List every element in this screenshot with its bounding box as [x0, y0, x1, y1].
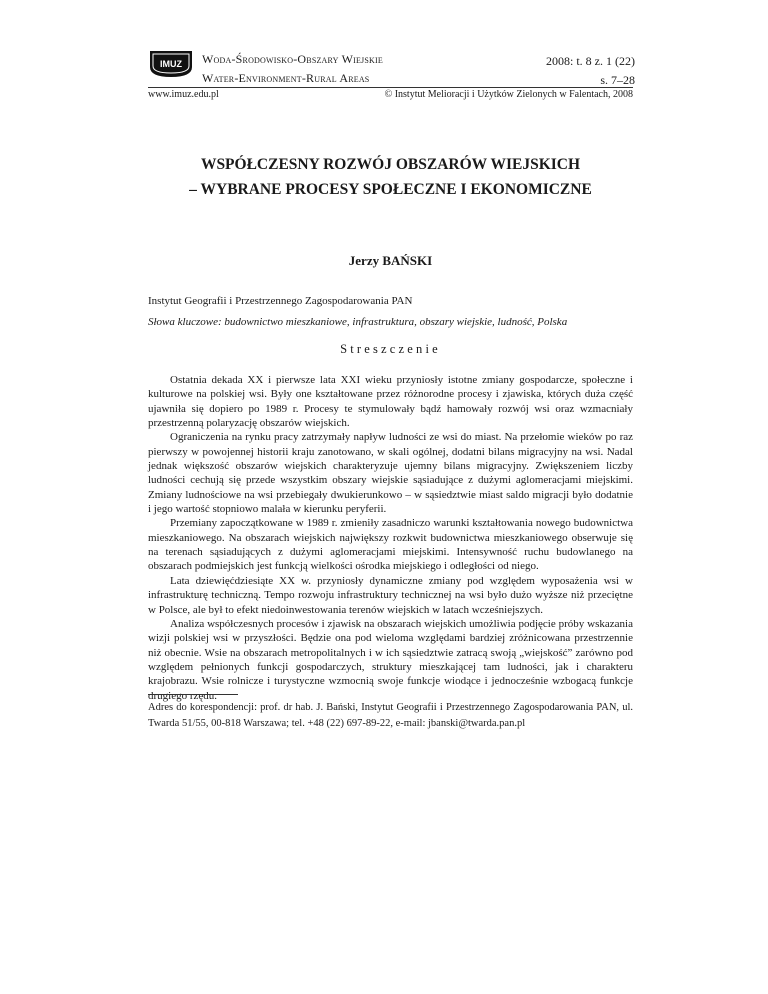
journal-title-en: Water-Environment-Rural Areas — [202, 71, 370, 85]
abstract-paragraph: Ograniczenia na rynku pracy zatrzymały napływ ludności ze wsi do miast. Na przełomie wieków po raz pierwszy w powojennej historii kraju zanotowano, w skali ogólnej, dodatni bilans migracyjny na wsi. Nadal jednak większość obszarów wiejskich charakteryzuje ujemny bilans migracyjny. Zwiększeniem liczby ludności cechują się przede wszystkim obszary wiejskie sąsiadujące z dużymi aglomeracjami miejskimi. Zmiany ludnościowe na wsi przebiegały dwukierunkowo – w sąsiedztwie miast saldo migracji było dodatnie i jego wartość stopniowo malała w kierunku peryferii. — [148, 431, 633, 516]
issue-number: 2008: t. 8 z. 1 (22) — [546, 54, 635, 68]
author-name: Jerzy BAŃSKI — [348, 253, 433, 268]
author-affiliation: Instytut Geografii i Przestrzennego Zagospodarowania PAN — [148, 295, 413, 307]
journal-title — [202, 52, 383, 90]
abstract-body — [148, 373, 633, 703]
keywords: Słowa kluczowe: budownictwo mieszkaniowe, infrastruktura, obszary wiejskie, ludność, Polska — [148, 316, 568, 328]
issue-info — [546, 52, 635, 90]
correspondence-address: Adres do korespondencji: prof. dr hab. J. Bański, Instytut Geografii i Przestrzennego Zagospodarowania PAN, ul. Twarda 51/55, 00-818 Warszawa; tel. +48 (22) 697-89-22, e-mail: jbanski@twarda.pan.pl — [148, 702, 633, 729]
article-title — [148, 152, 633, 202]
logo-text: IMUZ — [160, 59, 182, 69]
abstract-paragraph: Lata dziewięćdziesiąte XX w. przyniosły dynamiczne zmiany pod względem wyposażenia wsi w infrastrukturę techniczną. Tempo rozwoju infrastruktury technicznej na wsi było dużo wyższe niż przeciętne w Polsce, ale był to efekt niedoinwestowania terenów wiejskich w latach wcześniejszych. — [148, 574, 633, 616]
imuz-logo-mark — [148, 49, 194, 79]
abstract-paragraph: Analiza współczesnych procesów i zjawisk na obszarach wiejskich umożliwia podjęcie próby wskazania wizji polskiej wsi w przyszłości. Będzie ona pod wieloma względami bardziej zróżnicowana przestrzennie niż obecnie. Wsie na obszarach metropolitalnych i w ich sąsiedztwie zatracą swoją „wiejskość” zarówno pod względem pełnionych funkcji gospodarczych, struktury mieszkającej tam ludności, jak i charakteru krajobrazu. Wsie rolnicze i turystyczne wzmocnią swoje funkcje wiodące i jednocześnie wzbogacą funkcje drugiego rzędu. — [148, 617, 633, 702]
copyright-notice: © Instytut Melioracji i Użytków Zielonych w Falentach, 2008 — [384, 89, 633, 100]
title-line-1: WSPÓŁCZESNY ROZWÓJ OBSZARÓW WIEJSKICH — [200, 156, 581, 173]
journal-title-pl: Woda-Środowisko-Obszary Wiejskie — [202, 52, 383, 66]
abstract-paragraph: Przemiany zapoczątkowane w 1989 r. zmieniły zasadniczo warunki kształtowania nowego budownictwa mieszkaniowego. Na obszarach wiejskich największy rozkwit budownictwa mieszkaniowego obserwuje się na terenach sąsiadujących z dużymi aglomeracjami miejskimi. Intensywność ruchu budowlanego na obszarach podmiejskich jest funkcją wielkości ośrodka miejskiego i odległości od niego. — [148, 517, 633, 573]
title-line-2: – WYBRANE PROCESY SPOŁECZNE I EKONOMICZNE — [189, 181, 592, 198]
website-link[interactable]: www.imuz.edu.pl — [148, 89, 219, 100]
page-range: s. 7–28 — [600, 73, 635, 87]
abstract-paragraph: Ostatnia dekada XX i pierwsze lata XXI wieku przyniosły istotne zmiany gospodarcze, społeczne i kulturowe na polskiej wsi. Były one kształtowane przez różnorodne procesy i zjawiska, których duża część ujawniła się dopiero po 1989 r. Procesy te stymulowały bądź hamowały rozwój wsi oraz wzmacniały przestrzenną polaryzację obszarów wiejskich. — [148, 374, 633, 430]
footnote-divider — [148, 694, 238, 695]
header-divider — [148, 87, 633, 88]
abstract-heading: Streszczenie — [340, 342, 441, 356]
imuz-logo — [148, 49, 194, 79]
